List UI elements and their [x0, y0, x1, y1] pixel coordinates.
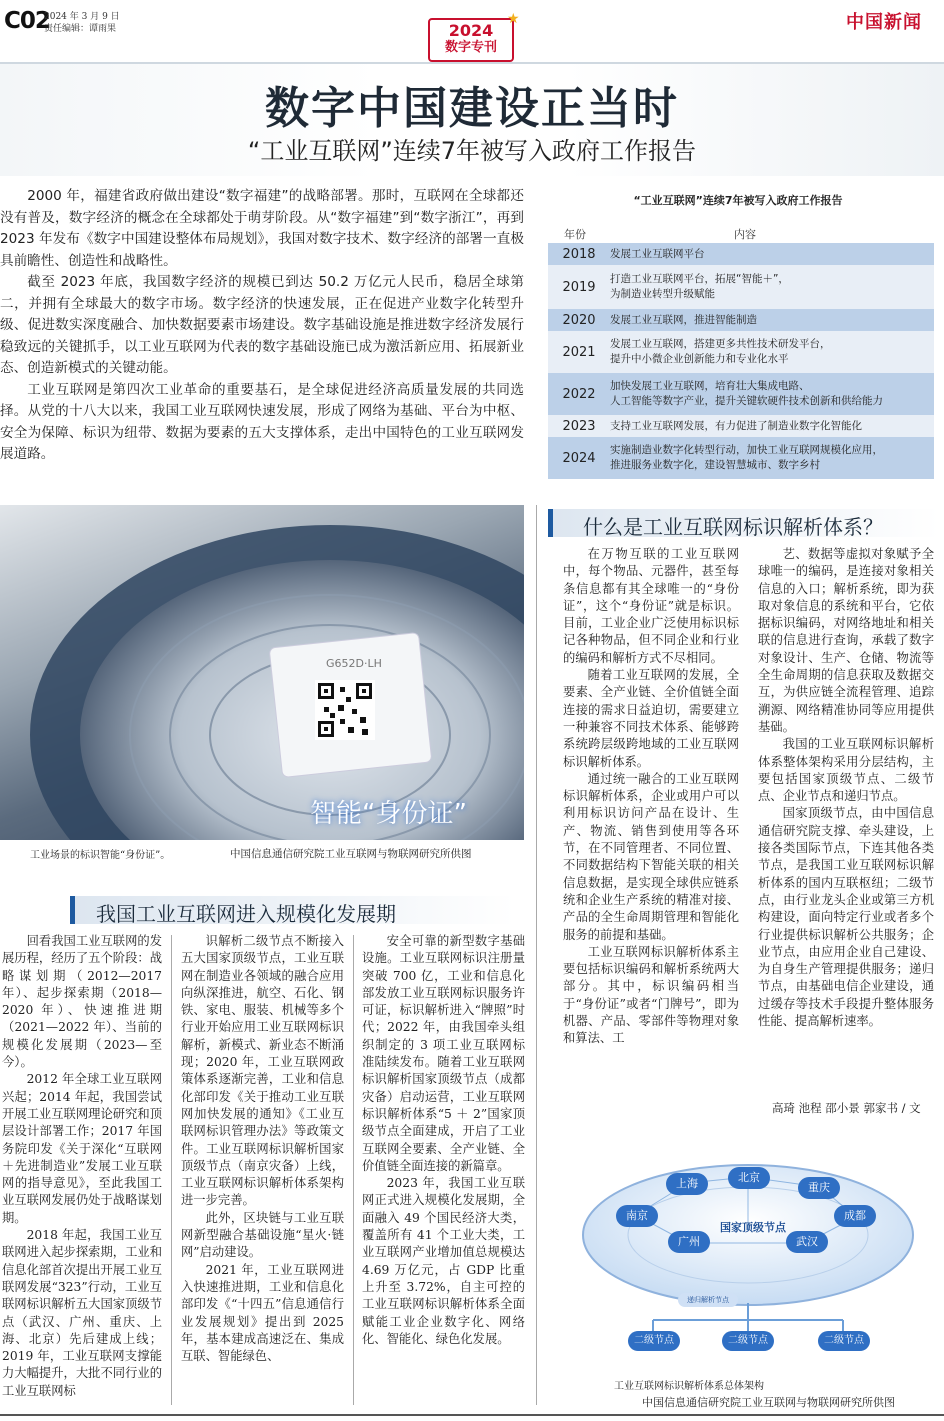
recursive-node: 递归解析节点 — [678, 1293, 738, 1307]
row-year: 2024 — [548, 437, 610, 479]
table-row — [548, 331, 934, 373]
row-content — [610, 331, 934, 373]
editor-credit: 责任编辑：谭雨果 — [44, 24, 117, 34]
row-content — [610, 373, 934, 415]
row-line: 加快发展工业互联网，培育壮大集成电路、 — [610, 380, 810, 392]
row-year: 2022 — [548, 373, 610, 415]
article-column — [758, 546, 934, 1030]
row-line: 发展工业互联网，搭建更多共性技术研发平台， — [610, 338, 831, 350]
article-column — [181, 933, 344, 1365]
intro-text — [0, 186, 524, 466]
diagram-center-label: 国家顶级节点 — [720, 1221, 786, 1234]
node-chengdu: 成都 — [834, 1205, 876, 1227]
author-byline: 高琦 池程 邵小景 郭家书 / 文 — [772, 1101, 921, 1115]
industrial-photo — [0, 505, 524, 840]
paragraph: 在万物互联的工业互联网中，每个物品、元器件，甚至每条信息都有其全球唯一的“身份证”，这个“身份证”就是标识。目前，工业企业广泛使用标识标记各种物品，但不同企业和行业的编码和解析方式不尽相同。 — [563, 547, 739, 665]
row-year: 2020 — [548, 309, 610, 331]
table-header — [548, 222, 934, 242]
intro-paragraph: 截至 2023 年底，我国数字经济的规模已到达 50.2 万亿元人民币，稳居全球第二，并拥有全球最大的数字市场。数字经济的快速发展，正在促进产业数字化转型升级、促进数实深度融合、加快数据要素市场建设。数字基础设施是推进数字经济发展行稳致远的关键抓手，以工业互联网为代表的数字基础设施已成为激活新应用、拓展新业态、创造新模式的关键动能。 — [0, 274, 524, 376]
cable-spool-illustration — [0, 505, 524, 840]
paragraph: 2021 年，工业互联网进入快速推进期，工业和信息化部印发《“十四五”信息通信行业发展规划》提出到 2025 年，基本建成高速泛在、集成互联、智能绿色、 — [181, 1262, 344, 1364]
row-line: 打造工业互联网平台，拓展“智能＋”， — [610, 273, 789, 285]
paragraph: 艺、数据等虚拟对象赋予全球唯一的编码，是连接对象相关信息的入口；解析系统，即为获取对象信息的系统和平台，它依据标识编码，对网络地址和相关联的信息进行查询，承载了数字对象设计、生产、仓储、物流等全生命周期的信息获取及数据交互，为供应链全流程管理、追踪溯源、网络精准协同等应用提供基础。 — [758, 547, 934, 734]
row-line: 发展工业互联网平台 — [610, 247, 705, 260]
article-column — [563, 546, 739, 1048]
col-year-header: 年份 — [564, 228, 586, 241]
node-beijing: 北京 — [728, 1167, 770, 1189]
row-content — [610, 415, 934, 437]
node-shanghai: 上海 — [666, 1173, 708, 1195]
diagram-credit: 中国信息通信研究院工业互联网与物联网研究所供图 — [642, 1396, 895, 1409]
photo-overlay: 智能“身份证” — [310, 799, 467, 829]
section-divider — [536, 505, 537, 1405]
row-line: 推进服务业数字化，建设智慧城市、数字乡村 — [610, 459, 820, 471]
row-line: 实施制造业数字化转型行动，加快工业互联网规模化应用， — [610, 444, 883, 456]
secondary-node: 二级节点 — [818, 1331, 870, 1351]
intro-paragraph: 工业互联网是第四次工业革命的重要基石，是全球促进经济高质量发展的共同选择。从党的十八大以来，我国工业互联网快速发展，形成了网络为基础、平台为中枢、安全为保障、标识为纽带、数据为要素的五大支撑体系，走出中国特色的工业互联网发展道路。 — [0, 381, 524, 462]
table-row — [548, 437, 934, 479]
intro-paragraph: 2000 年，福建省政府做出建设“数字福建”的战略部署。那时，互联网在全球都还没有普及，数字经济的概念在全球都处于萌芽阶段。从“数字福建”到“数字浙江”，再到 2023 年发布《数字中国建设整体布局规划》，我国对数字技术、数字经济的部署一直极具前瞻性、创造性和战略性。 — [0, 188, 524, 269]
row-line: 提升中小微企业创新能力和专业化水平 — [610, 353, 789, 365]
issue-meta — [44, 11, 120, 35]
headline: 数字中国建设正当时 — [265, 83, 679, 134]
photo-credit: 中国信息通信研究院工业互联网与物联网研究所供图 — [230, 848, 472, 860]
row-content — [610, 265, 934, 309]
col-content-header: 内容 — [734, 228, 756, 241]
section-title: 什么是工业互联网标识解析体系？ — [583, 515, 883, 539]
section-title: 我国工业互联网进入规模化发展期 — [96, 902, 396, 926]
issue-date: 2024 年 3 月 9 日 — [44, 12, 120, 22]
architecture-diagram — [548, 1125, 938, 1375]
subheadline: “工业互联网”连续7年被写入政府工作报告 — [247, 137, 697, 165]
page-bottom-rule — [0, 1414, 944, 1416]
paragraph: 通过统一融合的工业互联网标识解析体系，企业或用户可以利用标识访问产品在设计、生产、物流、销售到使用等各环节，在不同管理者、不同位置、不同数据结构下智能关联的相关信息数据，是实现全球供应链系统和企业生产系统的精准对接、产品的全生命周期管理和智能化服务的前提和基础。 — [563, 771, 739, 942]
paragraph: 2012 年全球工业互联网兴起；2014 年起，我国尝试开展工业互联网理论研究和顶层设计部署工作；2017 年国务院印发《关于深化“互联网＋先进制造业”发展工业互联网的指导意见》，至此我国工业互联网发展仍处于战略谋划期。 — [2, 1072, 162, 1225]
badge-title: 数字专刊 — [444, 40, 497, 55]
node-chongqing: 重庆 — [798, 1177, 840, 1199]
paragraph: 我国的工业互联网标识解析体系整体架构采用分层结构，主要包括国家顶级节点、二级节点、企业节点和递归节点。 — [758, 737, 934, 804]
paragraph: 识解析二级节点不断接入五大国家顶级节点，工业互联网在制造业各领域的融合应用向纵深推进，航空、石化、钢铁、家电、服装、机械等多个行业开始应用工业互联网标识解析，新模式、新业态不断涌现；2020 年，工业互联网政策体系逐渐完善，工业和信息化部印发《关于推动工业互联网加快发展的通知》《工业互联网标识管理办法》等政策文件。工业互联网标识解析国家顶级节点（南京灾备）上线，工业互联网标识解析体系架构进一步完善。 — [181, 934, 344, 1208]
table-row — [548, 243, 934, 265]
label-code: G652D·LH — [326, 657, 382, 670]
table-row — [548, 373, 934, 415]
table-row — [548, 415, 934, 437]
row-year: 2018 — [548, 243, 610, 265]
table-row — [548, 265, 934, 309]
node-nanjing: 南京 — [616, 1205, 658, 1227]
paragraph: 2018 年起，我国工业互联网进入起步探索期，工业和信息化部首次提出开展工业互联网发展“323”行动，工业互联网标识解析五大国家顶级节点（武汉、广州、重庆、上海、北京）先后建成上线；2019 年，工业互联网支撑能力大幅提升，大批不同行业的工业互联网标 — [2, 1228, 162, 1398]
row-line: 发展工业互联网，推进智能制造 — [610, 313, 757, 326]
newspaper-logo: 中国新闻 — [846, 12, 922, 33]
row-content — [610, 243, 934, 265]
column-divider — [353, 935, 354, 1405]
secondary-node: 二级节点 — [628, 1331, 680, 1351]
table-title: “工业互联网”连续7年被写入政府工作报告 — [633, 194, 843, 207]
paragraph: 随着工业互联网的发展，全要素、全产业链、全价值链全面连接的需求日益迫切，需要建立一种兼容不同技术体系、能够跨系统跨层级跨地域的工业互联网标识解析体系。 — [563, 668, 739, 769]
article-column — [362, 933, 525, 1348]
row-line: 人工智能等数字产业，提升关键软硬件技术创新和供给能力 — [610, 395, 883, 407]
node-guangzhou: 广州 — [668, 1231, 710, 1253]
table-row — [548, 309, 934, 331]
row-line: 为制造业转型升级赋能 — [610, 288, 715, 300]
diagram-caption: 工业互联网标识解析体系总体架构 — [614, 1381, 764, 1392]
row-line: 支持工业互联网发展，有力促进了制造业数字化智能化 — [610, 419, 862, 432]
paragraph: 安全可靠的新型数字基础设施。工业互联网标识注册量突破 700 亿，工业和信息化部发放工业互联网标识服务许可证，标识解析进入“牌照”时代；2022 年，由我国牵头组织制定的 3 项工业互联网标准陆续发布。随着工业互联网标识解析国家顶级节点（成都灾备）启动运营，工业互联网标识解析体系“5 ＋ 2”国家顶级节点全面建成，开启了工业互联网全要素、全产业链、全价值链全面连接的新篇章。 — [362, 934, 525, 1173]
badge-year: 2024 — [448, 21, 494, 40]
secondary-node: 二级节点 — [722, 1331, 774, 1351]
paragraph: 2023 年，我国工业互联网正式进入规模化发展期，全面融入 49 个国民经济大类，覆盖所有 41 个工业大类，工业互联网产业增加值总规模达 4.69 万亿元，占 GDP 比重上升至 3.72%，自主可控的工业互联网标识解析体系全面赋能工业企业数字化、网络化、智能化、绿色化发展。 — [362, 1176, 525, 1346]
special-issue-badge — [428, 18, 514, 62]
row-year: 2021 — [548, 331, 610, 373]
report-table — [548, 243, 934, 479]
article-column — [2, 933, 162, 1400]
row-content — [610, 437, 934, 479]
star-icon: ★ — [507, 11, 520, 27]
photo-caption: 工业场景的标识智能“身份证”。 — [30, 850, 171, 861]
node-wuhan: 武汉 — [786, 1231, 828, 1253]
row-year: 2023 — [548, 415, 610, 437]
paragraph: 国家顶级节点，由中国信息通信研究院支撑、牵头建设，上接各类国际节点，下连其他各类节点，是我国工业互联网标识解析体系的国内互联枢纽；二级节点，由行业龙头企业或第三方机构建设，面向特定行业或者多个行业提供标识解析公共服务；企业节点，由应用企业自己建设、为自身生产管理提供服务；递归节点，由基础电信企业建设，通过缓存等技术手段提升整体服务性能、提高解析速率。 — [758, 806, 934, 1029]
column-divider — [171, 935, 172, 1405]
paragraph: 此外，区块链与工业互联网新型融合基础设施“星火·链网”启动建设。 — [181, 1210, 344, 1260]
paragraph: 工业互联网标识解析体系主要包括标识编码和解析系统两大部分。其中，标识编码相当于“身份证”或者“门牌号”，即为机器、产品、零部件等物理对象和算法、工 — [563, 944, 739, 1046]
row-year: 2019 — [548, 265, 610, 309]
row-content — [610, 309, 934, 331]
page-number: C02 — [4, 8, 50, 34]
paragraph: 回看我国工业互联网的发展历程，经历了五个阶段：战略谋划期（2012—2017 年）、起步探索期（2018—2020 年）、快速推进期（2021—2022 年）、当前的规模化发展期（2023—至今）。 — [2, 934, 162, 1070]
